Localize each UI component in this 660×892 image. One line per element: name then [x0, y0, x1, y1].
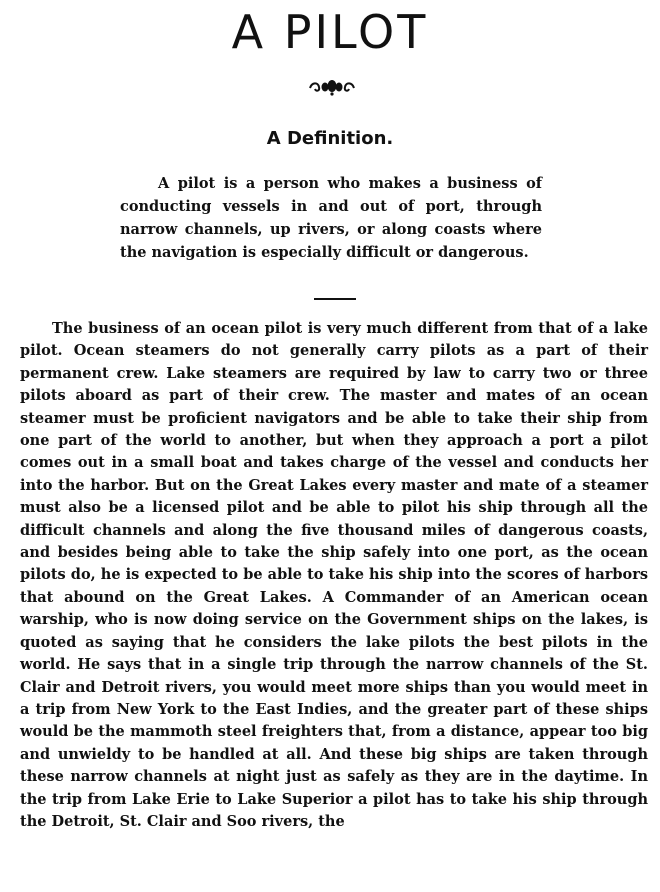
definition-paragraph: A pilot is a person who makes a business of conducting vessels in and out of port, through narrow channels, up rivers, or along coasts where the navigation is especially difficult or dangerous.: [120, 175, 542, 261]
section-divider: [314, 298, 356, 300]
section-heading: A Definition.: [266, 128, 394, 149]
body-paragraph: The business of an ocean pilot is very much different from that of a lake pilot. Ocean steamers do not generally carry pilots as a part of their permanent crew. Lake steamers are required by law to carry two or three pilots aboard as part of their crew. The master and mates of an ocean steamer must be proficient navigators and be able to take their ship from one part of the world to another, but when they approach a port a pilot comes out in a small boat and takes charge of the vessel and conducts her into the harbor. But on the Great Lakes every master and mate of a steamer must also be a licensed pilot and be able to pilot his ship through all the difficult channels and along the five thousand miles of dangerous coasts, and besides being able to take the ship safely into one port, as the ocean pilots do, he is expected to be able to take his ship into the scores of harbors that abound on the Great Lakes. A Commander of an American ocean warship, who is now doing service on the Government ships on the lakes, is quoted as saying that he considers the lake pilots the best pilots in the world. He says that in a single trip through the narrow channels of the St. Clair and Detroit rivers, you would meet more ships than you would meet in a trip from New York to the East Indies, and the greater part of these ships would be the mammoth steel freighters that, from a distance, appear too big and unwieldy to be handled at all. And these big ships are taken through these narrow channels at night just as safely as they are in the daytime. In the trip from Lake Erie to Lake Superior a pilot has to take his ship through the Detroit, St. Clair and Soo rivers, the: [20, 320, 648, 830]
page-title: A PILOT: [231, 5, 429, 59]
decorative-scroll-ornament-icon: [308, 76, 356, 96]
